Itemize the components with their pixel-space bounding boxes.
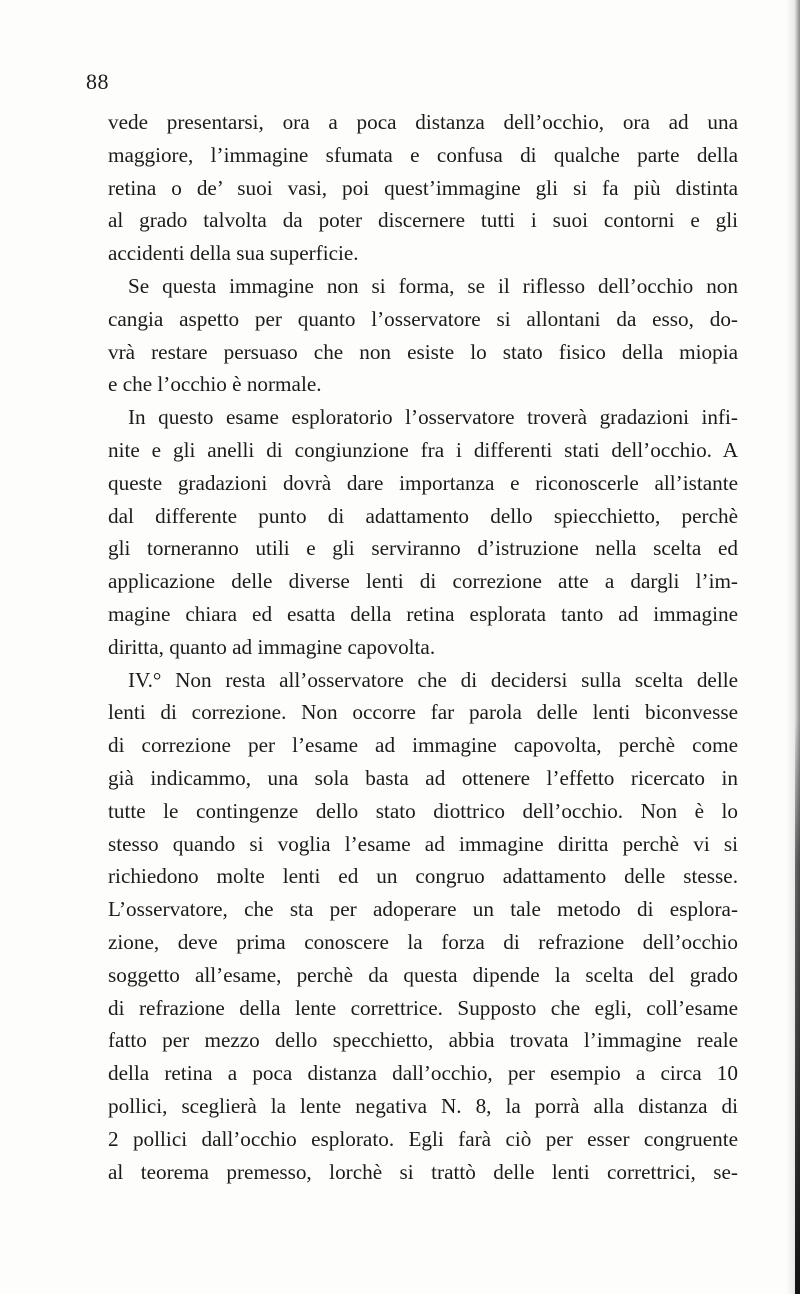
text-line: tutte le contingenze dello stato diottrico dell’occhio. Non è lo [108, 798, 738, 823]
text-line: vede presentarsi, ora a poca distanza dell’occhio, ora ad una [108, 110, 738, 134]
page-number: 88 [86, 69, 109, 94]
text-line: applicazione delle diverse lenti di correzione atte a dargli l’im- [108, 569, 738, 594]
text-line: 2 pollici dall’occhio esplorato. Egli farà ciò per esser congruente [108, 1126, 738, 1151]
text-line: L’osservatore, che sta per adoperare un tale metodo di esplora- [108, 897, 738, 922]
text-line: già indicammo, una sola basta ad ottenere l’effetto ricercato in [108, 765, 738, 790]
text-line: magine chiara ed esatta della retina esplorata tanto ad immagine [108, 601, 738, 626]
text-line: queste gradazioni dovrà dare importanza e riconoscerle all’istante [108, 470, 738, 495]
text-line: e che l’occhio è normale. [108, 372, 322, 397]
text-line: al teorema premesso, lorchè si trattò delle lenti correttrici, se- [108, 1159, 738, 1184]
text-line: fatto per mezzo dello specchietto, abbia trovata l’immagine reale [108, 1028, 738, 1053]
text-line: In questo esame esploratorio l’osservatore troverà gradazioni infi- [128, 405, 738, 430]
text-line: nite e gli anelli di congiunzione fra i differenti stati dell’occhio. A [108, 437, 738, 462]
text-line: soggetto all’esame, perchè da questa dipende la scelta del grado [108, 962, 738, 987]
text-line: cangia aspetto per quanto l’osservatore si allontani da esso, do- [108, 306, 738, 331]
text-line: accidenti della sua superficie. [108, 241, 359, 266]
text-line: pollici, sceglierà la lente negativa N. 8, la porrà alla distanza di [108, 1093, 738, 1118]
text-line: diritta, quanto ad immagine capovolta. [108, 634, 436, 659]
text-line: vrà restare persuaso che non esiste lo stato fisico della miopia [108, 339, 738, 364]
text-line: lenti di correzione. Non occorre far parola delle lenti biconvesse [108, 700, 738, 725]
page-edge-binding [795, 720, 800, 1294]
text-line: maggiore, l’immagine sfumata e confusa di qualche parte della [108, 142, 738, 167]
text-line: al grado talvolta da poter discernere tutti i suoi contorni e gli [108, 208, 738, 233]
text-line: richiedono molte lenti ed un congruo adattamento delle stesse. [108, 864, 738, 889]
text-line: dal differente punto di adattamento dello spiecchietto, perchè [108, 503, 738, 528]
text-line: della retina a poca distanza dall’occhio, per esempio a circa 10 [108, 1061, 738, 1086]
text-line: Se questa immagine non si forma, se il riflesso dell’occhio non [128, 273, 738, 298]
text-line: di correzione per l’esame ad immagine capovolta, perchè come [108, 733, 738, 758]
text-line: zione, deve prima conoscere la forza di refrazione dell’occhio [108, 929, 738, 954]
text-line: gli torneranno utili e gli serviranno d’istruzione nella scelta ed [108, 536, 738, 561]
text-line: di refrazione della lente correttrice. Supposto che egli, coll’esame [108, 995, 738, 1020]
text-line: IV.° Non resta all’osservatore che di decidersi sulla scelta delle [128, 667, 738, 692]
text-line: stesso quando si voglia l’esame ad immagine diritta perchè vi si [108, 831, 738, 856]
text-line: retina o de’ suoi vasi, poi quest’immagine gli si fa più distinta [108, 175, 738, 200]
body-text [108, 106, 738, 1188]
